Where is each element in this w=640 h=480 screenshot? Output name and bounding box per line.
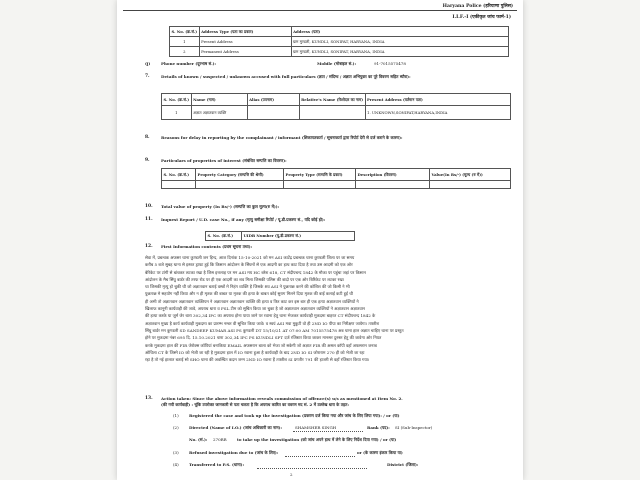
io-number-value: 270RR [213,437,227,442]
fir-line: पुछताछ मे सहयोग नहीं किया और न ही मृतक की बाबत या मृतक की हत्या के बाबत कोई सुराग मिलने दिया मृतक की बाईं कलाई कटी हुई थी [145,291,353,297]
table-header: Description (विवरण) [356,169,430,181]
fir-line: था जिसकी मृत्यु हो चुकी थी जो अज्ञातवान बताई वस्त्रों मे निहंग व्यक्ति है जिसके शव ASI ने पुछताछ करने की कोशिश की जो किसी ने भी [145,284,350,290]
table-header: Address (पता) [291,27,508,37]
header-rule [123,10,517,11]
section-13-title: Action taken: Since the above information reveals commission of offence(s) u/s as mentioned at Item No. 2. [161,396,403,401]
fir-line: की हत्या करके या जुर्म जेर धारा 302,34 IPC का अपराध होना पाया जाने पर रवाना हेतु थाना भेजकर कार्यवाही मुकदमा बाहरत CT संदीपचन्द 1842 के [145,313,376,319]
form-id: I.I.F.-I (एकीकृत जांच फार्म-1) [452,15,511,20]
section-13-number: 13. [145,396,153,401]
section-12-number: 12. [145,244,153,249]
table-header: Alias (उपनाम) [247,94,299,106]
fir-line: ओथिला CT के जिस्मे IO को भेजी जा रही है मुकदमा हाल में IO रवाना हुआ है कार्यवाही के बाद 2ND IO SI जोराराम 270 ही को भेजी जा रहा [145,349,365,355]
table-header: S. No. (क्र.सं.) [162,169,196,181]
fir-line: आंदोलन के मैच सिंघु बार्डर की तरफ रोड पर ही एक आदमी का शव मिला जिसकी पलिस की बादो पर एक ओर बिरिकेट पर लटका रखा [145,276,344,282]
section-7-number: 7. [145,74,150,79]
fir-line: खिलाफ कानूनी कार्यवाही की जावे, अपराध धारा व FSL टीम को सूचित किया जा चुका है जो अज्ञातवान अज्ञातवान व्यक्तियों ने अज्ञातवान अज्ञातवान [145,306,365,312]
table-header: Property Type (सम्पत्ति के प्रकार) [284,169,356,181]
section-11-title: Inquest Report / U.D. case No., if any (मृत्यु समीक्षा रिपोर्ट / यू.डी.प्रकरण सं., यदि कोई हो): [161,217,326,222]
table-header: S. No. (क्र.सं.) [162,94,192,106]
io-name-underline [293,431,363,432]
rank-label: Rank (पद): [367,425,390,430]
section-11-number: 11. [145,217,153,222]
fir-contents [145,254,505,363]
transfer-underline [257,468,367,469]
io-name: SHAMSHER SINGH [295,425,337,430]
table-row: 2 Permanent Address ग्राम मुण्डली, KUNDLI, SONIPAT, HARYANA, INDIA [170,47,509,57]
section-12-title: First Information contents (प्रथम सूचना तथ्य): [161,244,253,249]
action-item-directed: Directed (Name of I.O.) (जांच अधिकारी का नाम): [189,425,283,430]
table-header: Address Type (पता का प्रकार) [199,27,291,37]
address-table [169,26,509,57]
table-header: Name (नाम) [191,94,247,106]
table-header: Relative's Name (रिश्तेदार का नाम) [299,94,365,106]
page-number: 2 [290,472,293,477]
fir-line: सिंघु बार्डर मन कुण्डली SD SANDEEP KUMAR ASI PS कुण्डली DT 15/10/21 AT 07:00 AM 7015575478 अब थाना हाल अज्ञात चाहिए थाना पर प्रस्तुत [145,327,404,333]
table-header: Property Category (सम्पत्ति की श्रेणी) [196,169,284,181]
table-row [162,181,511,189]
table-header: Present Address (वर्तमान पता) [365,94,510,106]
section-9-title: Particulars of properties of interest (संबंधित सम्पत्ति का विवरण): [161,158,287,163]
contact-number: (j) [145,61,151,66]
action-item-number: (3) [173,450,179,455]
rank-value: SI (Sub-Inspector) [395,425,433,430]
section-10-number: 10. [145,204,153,209]
fir-line: अज्ञातवान मुख्य है कार्य कार्यवाही मुकदमा का प्रारम्भ नम्बर वी सूचित किया जावे। व स्वयं ASI मवा मुकुटी वो ही 2ND IO पीपा का निरीक्षण जायेगा। तफ्तीश [145,320,380,326]
header-title: Haryana Police (हरियाणा पुलिस) [442,4,513,9]
action-item-number: (4) [173,462,179,467]
table-header: UIDB Number (यू.डी.प्रकरण सं.) [242,232,355,241]
section-8-number: 8. [145,135,150,140]
table-header: S. No. (क्र.सं.) [206,232,242,241]
table-header: Value(In Rs/-) (मूल्य (रु में)) [430,169,511,181]
refused-underline [285,456,355,457]
refused-tail: or (के कारण इंकार किया या) [357,450,403,455]
io-directive-text: to take up the investigation (को जांच अपने हाथ में लेने के लिए निर्देश दिया गया) / or (या) [237,437,397,442]
section-13-subtitle: (की गयी कार्यवाही) : चूंकि उपरोक्त जानकारी से पता चलता है कि अपराध कारित का ववरण मद सं. 2 में उल्लेख धारा के तहत: [161,402,349,407]
fir-line: सेवा में, प्रबन्धक अफसर थाना कुण्डली जन हिन्द, आज दिनांक 15-10-2021 को मन ASI काटेंद्र प्रबन्धक थाना कुण्डली जिला पर जा समय [145,255,355,260]
property-table [161,168,511,189]
accused-table [161,93,511,120]
section-8-title: Reasons for delay in reporting by the complainant / informant (शिकायतकर्ता / सूचनाकर्ता द्वारा रिपोर्ट देरी से दर्ज कराने के कारण): [161,135,403,140]
action-item-registered: Registered the case and took up the investigation (प्रकरण दर्ज किया गया और जांच के लिए लिया गया): / or (या) [189,413,400,418]
district-label: District (जिला): [387,462,419,467]
table-row: 1 अज्ञात अज्ञातवान व्यक्ति 1. UNKNOWN,SONIPAT,HARYANA,INDIA [162,106,511,120]
mobile-value: 91-7015575478 [374,61,406,66]
section-7-title: Details of known / suspected / unknown accused with full particulars (ज्ञात / संदिग्ध / अज्ञात अभियुक्त का पूरे विवरण सहित ब्यौरा): [161,74,411,79]
io-number-label: No. (सं.): [189,437,208,442]
table-row: 1 Present Address ग्राम मुण्डली, KUNDLI, SONIPAT, HARYANA, INDIA [170,37,509,47]
action-item-number: (2) [173,425,179,430]
action-item-refused: Refused investigation due to (जांच के लिए): [189,450,279,455]
fir-line: होने पर मुकदमा नंबर 695 दि. 15.10.2021 धारा 302,34 IPC PS KUNDLI SPT दर्ज रजिस्टर किया जाकर मानसर दुरुस्त हेतु की जावेगा ओर नियत [145,335,382,341]
action-item-number: (1) [173,413,179,418]
phone-label: Phone number (दूरभाष सं.): [161,61,216,66]
action-item-transferred: Transferred to P.S. (थाना): [189,462,245,467]
section-9-number: 9. [145,158,150,163]
fir-line: ही अभी तो अज्ञातवान अज्ञातवान व्यक्तियन ने अज्ञातवान अज्ञातवान व्यक्ति की हत्या व फिर काट कर इस बार ही एक हत्या अज्ञातवान व्यक्तियों ने [145,298,359,304]
fir-line: करके मुकदमा हाल की FIR जेरोक्स कॉपियां बनाकिया EMAIL अफसरान बाला को भेजा जो सकेगी जो अज्ञात FIR की असल कॉपी वहाँ अफसरान जनाब [145,342,377,348]
inquest-table [205,231,355,241]
fir-line: करीब 5 बजे सुबह थाना से इस्तत ड्राफ्ट हुई कि किसान आंदोलन के सिंघनों से एक आदमी का हाथ काट दिया है तथा उस आदमी को एक ओर [145,262,353,268]
table-header: S. No. (क्र.सं.) [170,27,200,37]
fir-line: बेरिकेट पर टांगी से बांधकर लटका रखा है जिस इत्तलाह पर मन ASI मय HC बरेश 618, CT संदीपचन्द 1842 के मौका पर पहुंचा जहां पर किसान [145,269,366,275]
mobile-label: Mobile (मोबाइल सं.): [317,61,357,66]
section-10-title: Total value of property (In Rs/-) (सम्पत्ति का कुल मूल्य(रु में)): [161,204,280,209]
document-page [117,0,523,480]
fir-line: रहा है तो नई हालात बताई सो SHO थाना की अवस्थित कदम जन्म 2ND IO रवाना हैं तफ्तीश SI प्रगतीर 791 की हाजरी से वहाँ रजिस्टर किया गया। [145,357,370,363]
